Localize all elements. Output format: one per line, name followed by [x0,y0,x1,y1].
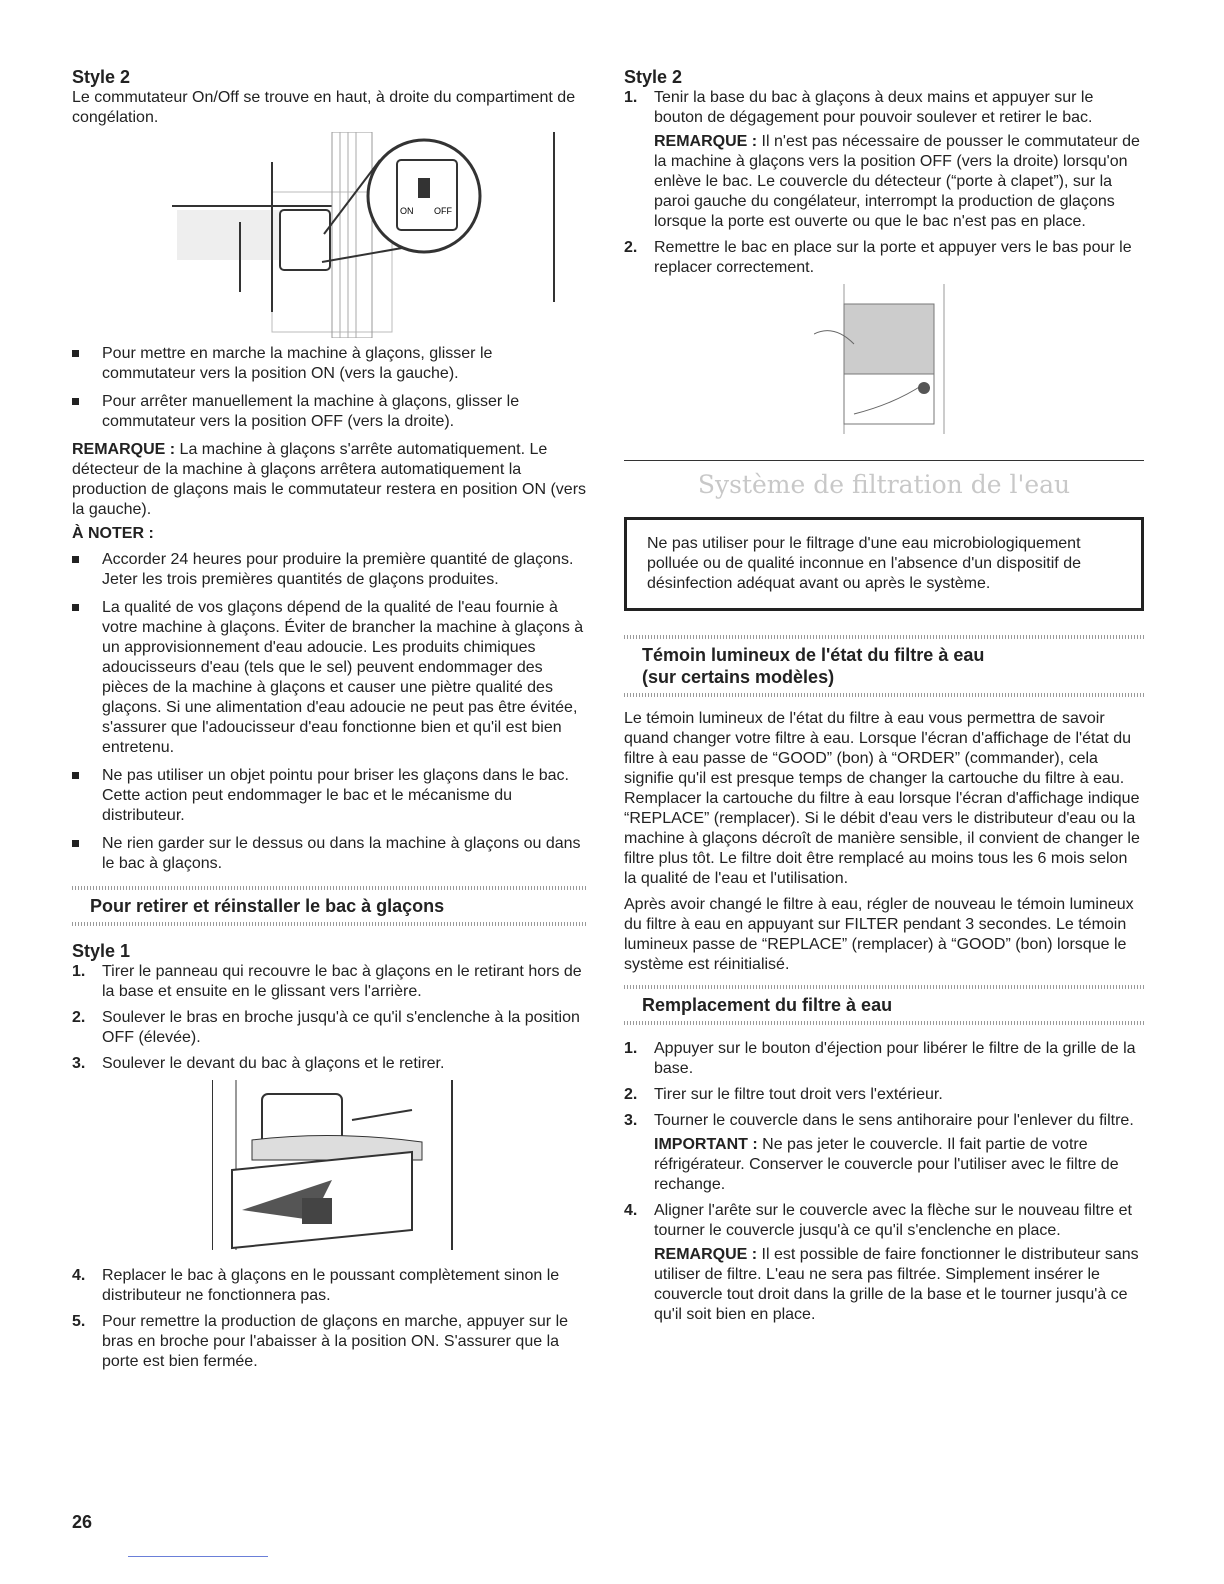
section-divider [624,1021,1144,1025]
bullet-item: La qualité de vos glaçons dépend de la qualité de l'eau fournie à votre machine à glaçons. Éviter de brancher la machine à glaçons à un approvisionnement d'eau adoucie. Les produits chimiques adoucisseurs d'eau (tels que le sel) peuvent endommager des pièces de la machine à glaçons et causer une piètre qualité des glaçons. Si une alimentation d'eau adoucie ne peut pas être évitée, s'assurer que l'adoucisseur d'eau fonctionne bien et qu'il est bien entretenu. [72,598,588,758]
step-item: 3. Tourner le couvercle dans le sens antihoraire pour l'enlever du filtre. IMPORTANT : Ne pas jeter le couvercle. Il fait partie de votre réfrigérateur. Conserver le couvercle pour l'utiliser avec le filtre de rechange. [624,1111,1144,1195]
bullet-item: Pour arrêter manuellement la machine à glaçons, glisser le commutateur vers la position OFF (vers la droite). [72,392,588,432]
step-item: 2. Remettre le bac en place sur la porte et appuyer vers le bas pour le replacer correctement. [624,239,1132,276]
warning-box: Ne pas utiliser pour le filtrage d'une eau microbiologiquement polluée ou de qualité inconnue en l'absence d'un dispositif de désinfection adéquat avant ou après le système. [624,517,1144,611]
divider-line [624,460,1144,461]
step-item: 1. Tenir la base du bac à glaçons à deux mains et appuyer sur le bouton de dégagement pour pouvoir soulever et retirer le bac. REMARQUE : Il n'est pas nécessaire de pousser le commutateur de la machine à glaçons vers la position OFF (vers la droite) lorsqu'on enlève le bac. Le couvercle du détecteur (“porte à clapet”), sur la paroi gauche du congélateur, interrompt la production de glaçons lorsque la porte est ouverte ou que le bac n'est pas en place. [624,88,1144,232]
filtration-title: Système de filtration de l'eau [697,470,1071,499]
left-column [72,66,588,1378]
switch-off-label: OFF [434,206,452,216]
page-number: 26 [72,1512,93,1532]
section-heading-temoin: Témoin lumineux de l'état du filtre à eau (sur certains modèles) [642,645,985,687]
step-item: 5. Pour remettre la production de glaçons en marche, appuyer sur le bras en broche pour l'abaisser à la position ON. S'assurer que la porte est bien fermée. [72,1313,569,1370]
bullet-item: Ne rien garder sur le dessus ou dans la machine à glaçons ou dans le bac à glaçons. [72,834,588,874]
step-item: 1. Appuyer sur le bouton d'éjection pour libérer le filtre de la grille de la base. [624,1040,1136,1077]
style2-heading-right: Style 2 [624,67,683,87]
remarque-paragraph: REMARQUE : La machine à glaçons s'arrête automatiquement. Le détecteur de la machine à glaçons arrêtera automatiquement la production de glaçons mais le commutateur restera en position ON (vers la gauche). [72,441,587,518]
bullet-item: Ne pas utiliser un objet pointu pour briser les glaçons dans le bac. Cette action peut endommager le bac et le mécanisme du distributeur. [72,766,588,826]
bin-removal-figure [624,284,1144,454]
important-paragraph: IMPORTANT : Ne pas jeter le couvercle. Il fait partie de votre réfrigérateur. Conserver le couvercle pour l'utiliser avec le filtre de rechange. [654,1136,1119,1193]
step-item: 3. Soulever le devant du bac à glaçons et le retirer. [72,1055,445,1072]
ice-maker-switch-figure [72,128,588,336]
temoin-paragraph-2: Après avoir changé le filtre à eau, régler de nouveau le témoin lumineux du filtre à eau en appuyant sur FILTER pendant 3 secondes. Le témoin lumineux passe de “REPLACE” (remplacer) à “GOOD” (bon) lorsque le système est réinitialisé. [624,896,1134,973]
step-item: 1. Tirer le panneau qui recouvre le bac à glaçons en le retirant hors de la base et ensuite en le glissant vers l'arrière. [72,963,582,1000]
noter-heading: À NOTER : [72,525,154,542]
bullet-item: Accorder 24 heures pour produire la première quantité de glaçons. Jeter les trois premières quantités de glaçons produites. [72,550,588,590]
section-heading-bac: Pour retirer et réinstaller le bac à glaçons [90,896,445,916]
temoin-paragraph-1: Le témoin lumineux de l'état du filtre à eau vous permettra de savoir quand changer votre filtre à eau. Lorsque l'écran d'affichage de l'état du filtre à eau passe de “GOOD” (bon) à “ORDER” (commander), cela signifie qu'il est presque temps de changer la cartouche du filtre à eau. Remplacer la cartouche du filtre à eau lorsque l'écran d'affichage indique “REPLACE” (remplacer). Si le débit d'eau vers le distributeur d'eau ou la machine à glaçons décroît de manière sensible, il convient de changer le filtre plus tôt. Le filtre doit être remplacé au moins tous les 6 mois selon la qualité de l'eau et l'utilisation. [624,710,1140,887]
right-column [624,66,1144,1331]
step-item: 2. Soulever le bras en broche jusqu'à ce qu'il s'enclenche à la position OFF (élevée). [72,1009,580,1046]
section-heading-remplacement: Remplacement du filtre à eau [642,995,893,1015]
step-item: 4. Aligner l'arête sur le couvercle avec la flèche sur le nouveau filtre et tourner le couvercle jusqu'à ce qu'il s'enclenche en place. REMARQUE : Il est possible de faire fonctionner le distributeur sans utiliser de filtre. L'eau ne sera pas filtrée. Simplement insérer le couvercle tout droit dans la grille de la base et le tourner jusqu'à ce qu'il soit bien en place. [624,1201,1144,1325]
style2-heading-left: Style 2 [72,67,131,87]
section-divider [624,693,1144,697]
style1-heading: Style 1 [72,941,131,961]
remarque-paragraph: REMARQUE : Il est possible de faire fonctionner le distributeur sans utiliser de filtre. L'eau ne sera pas filtrée. Simplement insérer le couvercle tout droit dans la grille de la base et le tourner jusqu'à ce qu'il soit bien en place. [654,1246,1139,1323]
step-item: 4. Replacer le bac à glaçons en le poussant complètement sinon le distributeur ne fonctionnera pas. [72,1267,560,1304]
style2-text: Le commutateur On/Off se trouve en haut, à droite du compartiment de congélation. [72,89,576,126]
ice-bin-figure [72,1080,588,1266]
section-divider [72,922,588,926]
step-item: 2. Tirer sur le filtre tout droit vers l'extérieur. [624,1086,943,1103]
bullet-item: Pour mettre en marche la machine à glaçons, glisser le commutateur vers la position ON (vers la gauche). [72,344,588,384]
remarque-paragraph: REMARQUE : Il n'est pas nécessaire de pousser le commutateur de la machine à glaçons vers la position OFF (vers la droite) lorsqu'on enlève le bac. Le couvercle du détecteur (“porte à clapet”), sur la paroi gauche du congélateur, interrompt la production de glaçons lorsque la porte est ouverte ou que le bac n'est pas en place. [654,133,1140,230]
footer-line [128,1556,268,1557]
switch-on-label: ON [400,206,414,216]
